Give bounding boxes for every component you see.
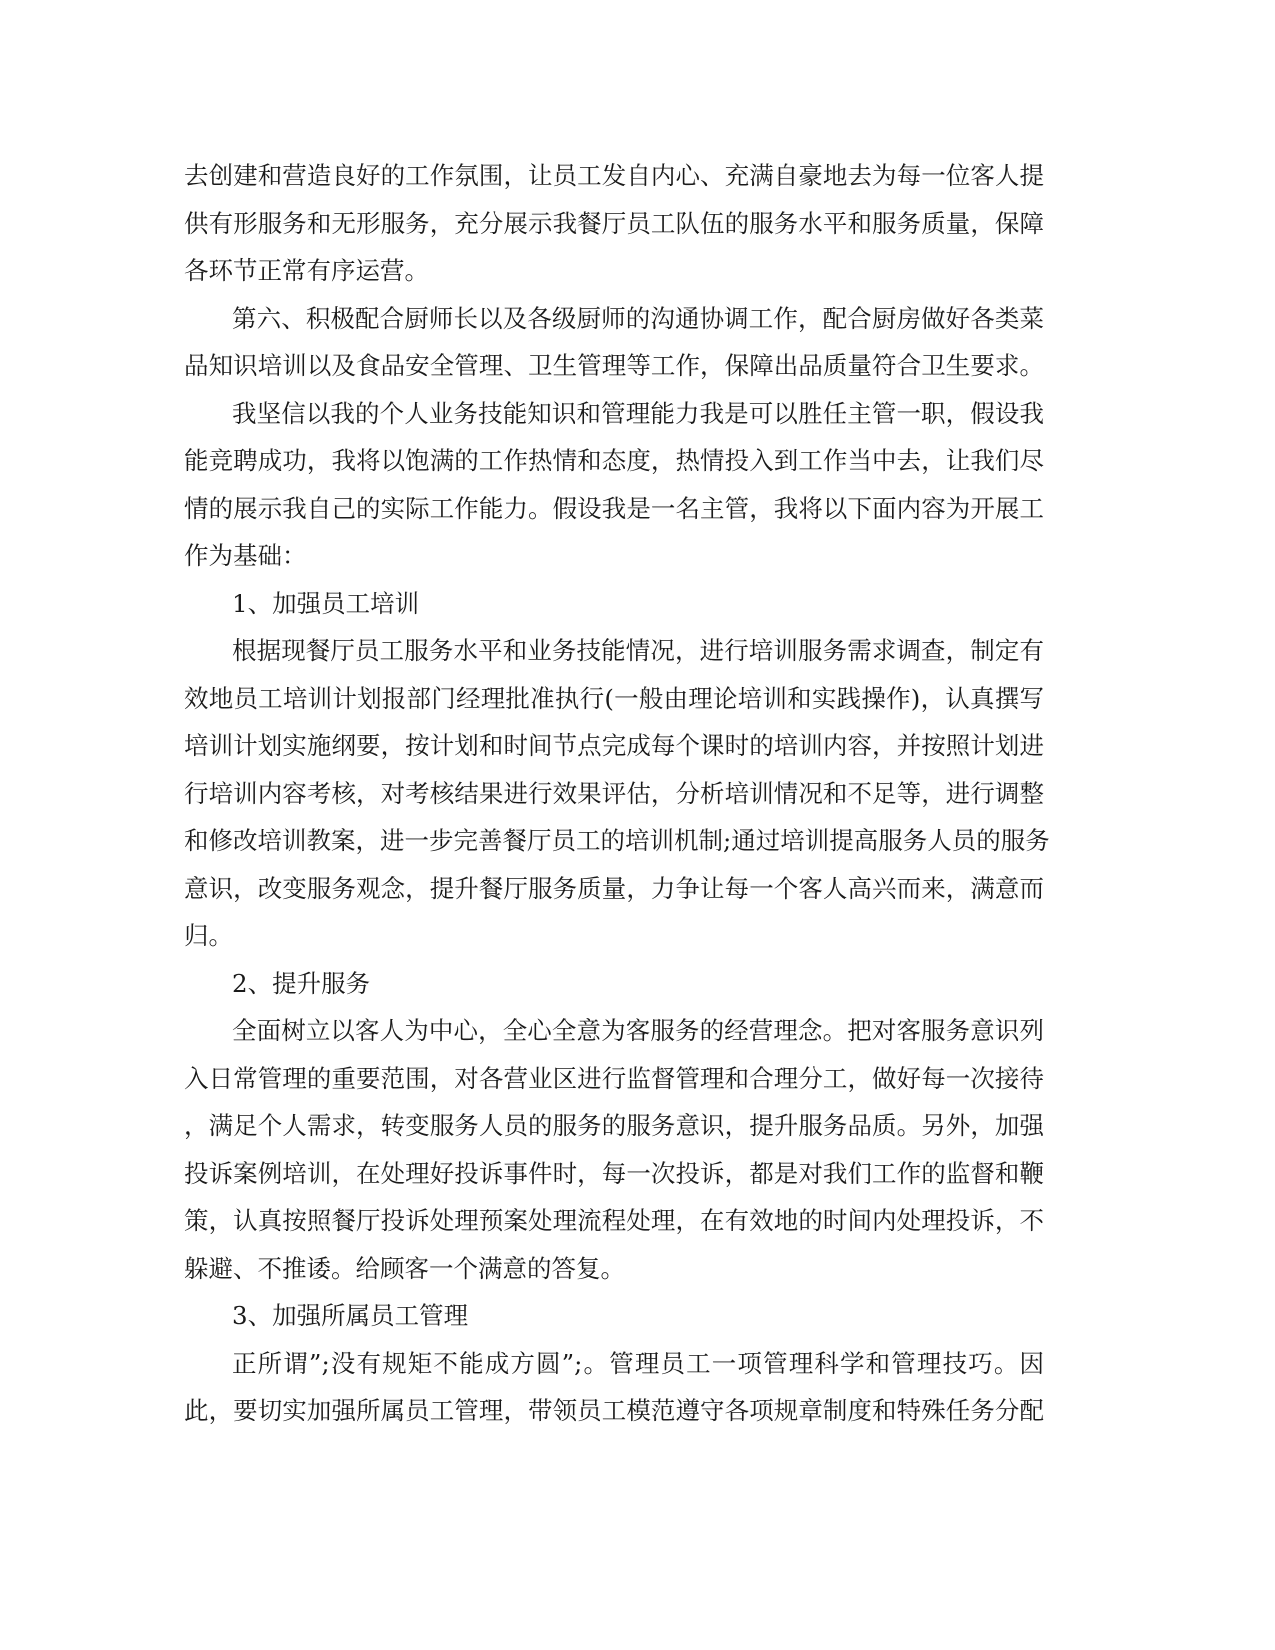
text-line: 3、加强所属员工管理 [232, 1301, 469, 1330]
text-line: 行培训内容考核，对考核结果进行效果评估，分析培训情况和不足等，进行调整 [184, 778, 1044, 808]
text-line: 供有形服务和无形服务，充分展示我餐厅员工队伍的服务水平和服务质量，保障 [184, 208, 1044, 238]
text-line: 入日常管理的重要范围，对各营业区进行监督管理和合理分工，做好每一次接待 [184, 1063, 1044, 1093]
text-line: 效地员工培训计划报部门经理批准执行(一般由理论培训和实践操作)，认真撰写 [184, 683, 1044, 713]
document-body [184, 152, 1050, 1435]
text-line: 培训计划实施纲要，按计划和时间节点完成每个课时的培训内容，并按照计划进 [184, 731, 1044, 760]
text-line: 此，要切实加强所属员工管理，带领员工模范遵守各项规章制度和特殊任务分配 [184, 1396, 1044, 1425]
text-line: 能竞聘成功，我将以饱满的工作热情和态度，热情投入到工作当中去，让我们尽 [184, 446, 1044, 475]
text-line: 正所谓”;没有规矩不能成方圆”;。管理员工一项管理科学和管理技巧。因 [232, 1348, 1044, 1378]
text-line: 情的展示我自己的实际工作能力。假设我是一名主管，我将以下面内容为开展工 [184, 493, 1044, 523]
text-line: 意识，改变服务观念，提升餐厅服务质量，力争让每一个客人高兴而来，满意而 [184, 873, 1044, 903]
text-line: 躲避、不推诿。给顾客一个满意的答复。 [184, 1253, 625, 1283]
text-line: 我坚信以我的个人业务技能知识和管理能力我是可以胜任主管一职，假设我 [232, 398, 1044, 428]
text-line: 和修改培训教案，进一步完善餐厅员工的培训机制;通过培训提高服务人员的服务 [184, 826, 1050, 855]
text-line: 投诉案例培训，在处理好投诉事件时，每一次投诉，都是对我们工作的监督和鞭 [184, 1158, 1044, 1188]
text-line: 各环节正常有序运营。 [184, 256, 429, 285]
text-line: 品知识培训以及食品安全管理、卫生管理等工作，保障出品质量符合卫生要求。 [184, 351, 1044, 380]
text-line: ，满足个人需求，转变服务人员的服务的服务意识，提升服务品质。另外，加强 [184, 1111, 1044, 1140]
text-line: 全面树立以客人为中心，全心全意为客服务的经营理念。把对客服务意识列 [232, 1016, 1044, 1045]
text-line: 1、加强员工培训 [232, 588, 420, 618]
text-line: 去创建和营造良好的工作氛围，让员工发自内心、充满自豪地去为每一位客人提 [184, 161, 1044, 190]
text-line: 第六、积极配合厨师长以及各级厨师的沟通协调工作，配合厨房做好各类菜 [232, 303, 1044, 333]
text-line: 作为基础： [184, 541, 307, 570]
text-line: 根据现餐厅员工服务水平和业务技能情况，进行培训服务需求调查，制定有 [232, 636, 1044, 665]
text-line: 策，认真按照餐厅投诉处理预案处理流程处理，在有效地的时间内处理投诉，不 [184, 1206, 1044, 1235]
text-line: 2、提升服务 [232, 968, 371, 998]
text-line: 归。 [184, 921, 233, 950]
